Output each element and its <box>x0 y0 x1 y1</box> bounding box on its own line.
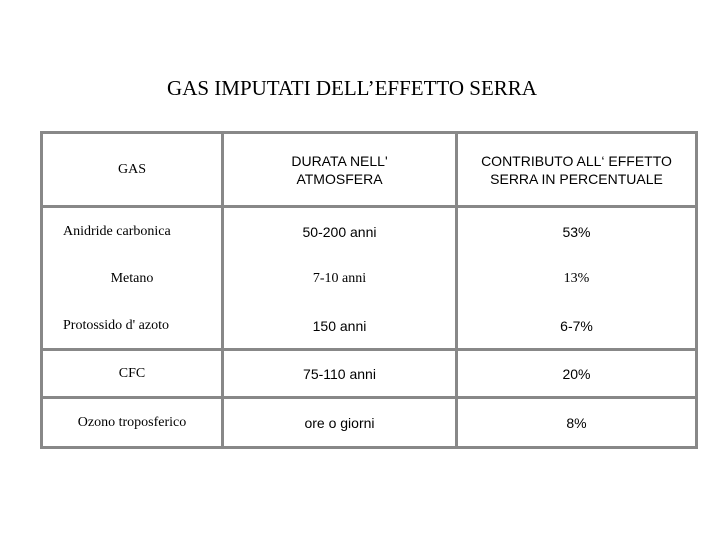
cell-contributo: 53% <box>455 208 695 255</box>
cell-durata: ore o giorni <box>221 399 455 446</box>
cell-gas: Metano <box>110 271 154 286</box>
table-row <box>43 351 695 399</box>
cell-gas: CFC <box>43 351 221 399</box>
cell-gas: Anidride carbonica <box>63 223 171 239</box>
table-row <box>43 255 695 303</box>
cell-durata: 150 anni <box>221 303 455 351</box>
cell-contributo: 8% <box>455 399 695 446</box>
cell-contributo: 13% <box>455 255 695 303</box>
table-header-row <box>43 134 695 208</box>
gas-table <box>40 131 698 449</box>
cell-durata: 75-110 anni <box>221 351 455 399</box>
cell-contributo: 6-7% <box>455 303 695 351</box>
cell-gas: Protossido d' azoto <box>43 303 221 351</box>
header-durata: DURATA NELL' ATMOSFERA <box>221 134 455 208</box>
table-row <box>43 399 695 446</box>
table-row <box>43 303 695 351</box>
table-row <box>43 208 695 255</box>
cell-contributo: 20% <box>455 351 695 399</box>
cell-durata: 50-200 anni <box>221 208 455 255</box>
cell-gas: Ozono troposferico <box>77 414 187 430</box>
header-contributo: CONTRIBUTO ALL‘ EFFETTO SERRA IN PERCENTUALE <box>455 134 695 208</box>
header-gas: GAS <box>43 134 221 208</box>
cell-durata: 7-10 anni <box>221 255 455 303</box>
slide-title: GAS IMPUTATI DELL’EFFETTO SERRA <box>167 76 537 100</box>
